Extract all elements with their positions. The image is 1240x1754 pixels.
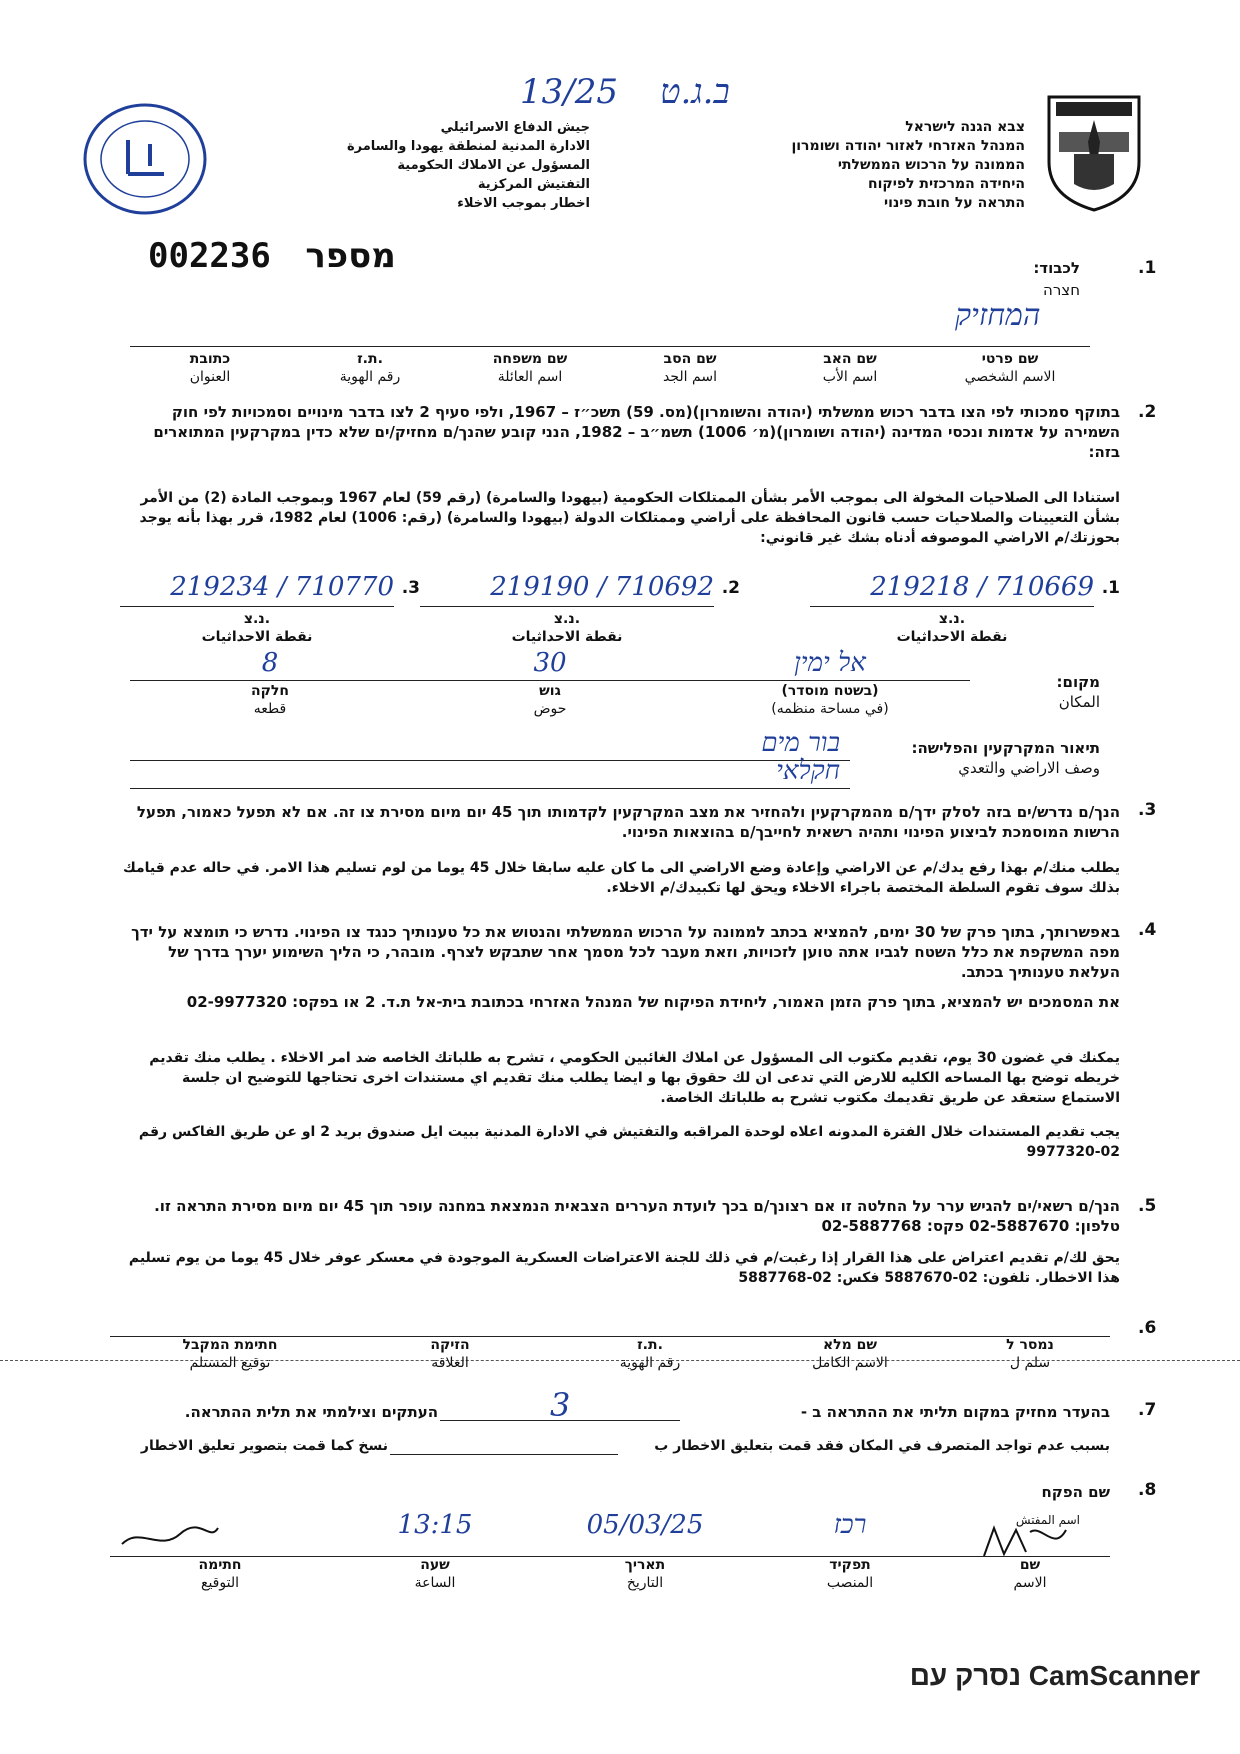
s3-text-he: הנך/ם נדרש/ים בזה לסלק ידך/ם מהמקרקעין ולהחזיר את מצב המקרקעין לקדמותו תוך 45 יום מיום מסירת צו זה. אם לא תפעל כאמור, תפעל הרשות המוסמכת לביצוע הפינוי ותהיה רשאית לחייבך/ם בהוצאות הפינוי. xyxy=(136,803,1120,841)
coord-value: 219190 / 710692 xyxy=(490,572,714,602)
coord-index: .1 xyxy=(1101,578,1120,598)
coord-value: 219218 / 710669 xyxy=(870,572,1094,602)
place-field-block xyxy=(410,648,690,717)
desc-label-ar: وصف الاراضي والتعدي xyxy=(958,759,1100,777)
header-arabic xyxy=(260,118,590,213)
coord-label-ar: نقطة الاحداثيات xyxy=(511,629,623,645)
place-label-ar: قطعه xyxy=(253,701,287,717)
col-he: חתימת המקבל xyxy=(182,1337,278,1353)
coord-value: 219234 / 710770 xyxy=(170,572,394,602)
s6-col xyxy=(550,1336,750,1372)
s4-text-he-2: את המסמכים יש להמציא, בתוך פרק הזמן האמור, ליחידת הפיקוח של המנהל האזרחי בכתובת בית-אל ת.ד. 2 או בפקס: 02-9977320 xyxy=(186,993,1120,1011)
s5-text-ar: يحق لك/م تقديم اعتراض على هذا القرار إذا رغبت/م في ذلك للجنة الاعتراضات العسكرية الموجودة في معسكر عوفر خلال 45 يوما من يوم تسليم هذا الاخطار. تلفون: 02-5887670 فكس: 02-5887768 xyxy=(128,1250,1120,1286)
serial-value: 002236 xyxy=(148,236,271,276)
col-ar: سلم ل xyxy=(1009,1355,1051,1371)
col-ar: رقم الهوية xyxy=(619,1355,681,1371)
place-label-ar: حوض xyxy=(533,701,567,717)
s8-value: 05/03/25 xyxy=(586,1510,704,1540)
col-he: ת.ז. xyxy=(637,1337,663,1353)
col-ar: اسم الجد xyxy=(663,369,717,385)
coord-index: .2 xyxy=(721,578,740,598)
col-ar: اسم العائلة xyxy=(497,369,563,385)
place-label-he: גוש xyxy=(539,683,561,699)
s1-col xyxy=(610,350,770,386)
col-ar: التاريخ xyxy=(626,1575,664,1591)
s7-text-he-b: העתקים וצילמתי את תלית ההתראה. xyxy=(184,1403,438,1421)
section-6-number: .6 xyxy=(1138,1318,1157,1338)
col-he: שעה xyxy=(420,1557,450,1573)
s8-inspector-label: اسم المفتش xyxy=(1015,1513,1080,1527)
header-he-line: הממונה על הרכוש הממשלתי xyxy=(837,157,1025,173)
handwritten-date-a: 13/25 xyxy=(520,72,618,112)
s6-col xyxy=(950,1336,1110,1372)
s1-presence-label: חצרה xyxy=(1043,281,1080,299)
coord-index: .3 xyxy=(401,578,420,598)
coord-line xyxy=(120,606,394,607)
s6-fields xyxy=(110,1336,1110,1376)
serial-number xyxy=(148,236,408,276)
s8-col xyxy=(950,1510,1110,1592)
coord-label-ar: نقطة الاحداثيات xyxy=(896,629,1008,645)
s4-text-ar-2: يجب تقديم المستندات خلال الفترة المدونه اعلاه لوحدة المراقبه والتفتيش في الادارة المدنية ببيت ايل صندوق بريد 2 او عن طريق الفاكس رقم 02-9977320 xyxy=(138,1124,1120,1160)
s8-fields xyxy=(110,1510,1110,1602)
header-he-line: צבא הגנה לישראל xyxy=(905,119,1025,135)
desc-label-he: תיאור המקרקעין והפלישה: xyxy=(911,739,1100,757)
col-he: שם פרטי xyxy=(981,351,1039,367)
s7-text-he-a: בהעדר מחזיק במקום תליתי את ההתראה ב - xyxy=(800,1403,1110,1421)
header-ar-line: الادارة المدنية لمنطقة يهودا والسامرة xyxy=(346,139,590,154)
unit-stamp xyxy=(80,100,210,218)
place-label-he: חלקה xyxy=(250,683,289,699)
place-value: 8 xyxy=(261,648,279,678)
place-label-ar: (في مساحة منظمه) xyxy=(771,701,889,717)
place-line xyxy=(690,680,970,681)
col-he: שם הסב xyxy=(663,351,717,367)
col-ar: العلاقة xyxy=(431,1355,469,1371)
col-ar: الاسم xyxy=(1013,1575,1047,1591)
section-4-number: .4 xyxy=(1138,920,1157,940)
s1-col xyxy=(930,350,1090,386)
col-ar: العنوان xyxy=(189,369,231,385)
s7-text-ar-b: نسخ كما قمت بتصوير تعليق الاخطار xyxy=(140,1438,388,1454)
coord-label-he: נ.צ. xyxy=(938,611,966,627)
handwritten-date-b: ב.ג.ט xyxy=(660,72,730,112)
camscanner-watermark: נסרק עם CamScanner xyxy=(909,1660,1200,1691)
col-he: כתובת xyxy=(189,351,231,367)
place-label-ar: المكان xyxy=(1058,693,1100,711)
s8-value xyxy=(950,1510,1110,1556)
s4-text-ar-1: يمكنك في غضون 30 يوم، تقديم مكتوب الى المسؤول عن املاك الغائبين الحكومي ، تشرح به طلباتك الخاصه ضد امر الاخلاء . يطلب منك تقديم خريطه توضح بها المساحه الكليه للارض التي تدعى ان لك حقوق بها و ايضا يطلب منك تقديم اي مستندات اخرى تحتاجها للتوضيح ان جلسة الاستماع ستعقد عن طريق تقديمك مكتوب تشرح به طلباتك الخاصة. xyxy=(149,1050,1120,1106)
s8-label: שם הפקח xyxy=(1041,1483,1110,1501)
section-5-number: .5 xyxy=(1138,1196,1157,1216)
coord-label-he: נ.צ. xyxy=(243,611,271,627)
col-he: שם מלא xyxy=(822,1337,878,1353)
s8-col xyxy=(540,1510,750,1592)
s1-fields xyxy=(130,350,1090,394)
col-ar: المنصب xyxy=(826,1575,874,1591)
s2-place-fields xyxy=(130,648,970,720)
coord-line xyxy=(810,606,1094,607)
s7-ar-line xyxy=(390,1454,618,1455)
s5-text-he: הנך/ם רשאי/ים להגיש ערר על החלטה זו אם רצונך/ם בכך לועדת העררים הצבאית הנמצאת במחנה עופר תוך 45 יום מיום מסירת התראה זו. טלפון: 02-5887670 פקס: 02-5887768 xyxy=(154,1197,1120,1235)
section-1-number: .1 xyxy=(1138,258,1157,278)
section-2-number: .2 xyxy=(1138,402,1157,422)
s2-desc-line-1: בור מים xyxy=(761,728,840,758)
s1-to-label: לכבוד: xyxy=(1033,259,1080,277)
place-line xyxy=(130,680,410,681)
s8-col xyxy=(750,1510,950,1592)
place-field-parcel xyxy=(130,648,410,717)
s2-text-he: בתוקף סמכותי לפי הצו בדבר רכוש ממשלתי (יהודה והשומרון)(מס. 59) תשכ״ז – 1967, ולפי סעיף 2 לצו בדבר מינויים וסמכויות לפי חוק השמירה על אדמות ונכסי המדינה (יהודה ושומרון)(מ׳ 1006) תשמ״ב – 1982, הנני קובע שהנך/ם מחזיק/ים שלא כדין במקרקעין המתוארים בזה: xyxy=(153,403,1120,461)
col-he: תפקיד xyxy=(829,1557,871,1573)
header-ar-line: التفتيش المركزية xyxy=(477,177,590,192)
s1-col xyxy=(130,350,290,386)
col-he: שם האב xyxy=(823,351,877,367)
col-ar: اسم الأب xyxy=(822,369,878,385)
place-value: אל ימין xyxy=(794,648,866,678)
s6-col xyxy=(350,1336,550,1372)
place-value: 30 xyxy=(533,648,567,678)
s6-col xyxy=(750,1336,950,1372)
s1-col xyxy=(450,350,610,386)
header-he-line: המנהל האזרחי לאזור יהודה ושומרון xyxy=(791,138,1025,154)
s2-desc-underline-2 xyxy=(130,788,850,789)
col-ar: التوقيع xyxy=(201,1575,239,1591)
s3-text-ar: يطلب منك/م بهذا رفع يدك/م عن الاراضي وإعادة وضع الاراضي الى ما كان عليه سابقا خلال 45 يوما من لوم تسليم هذا الامر. في حاله عدم قيامك بذلك سوف تقوم السلطة المختصة باجراء الاخلاء ويحق لها تكبيدك/م الاخلاء. xyxy=(122,860,1120,896)
s8-col xyxy=(110,1510,330,1592)
s8-value xyxy=(110,1510,330,1556)
place-label-he: מקום: xyxy=(1056,673,1100,691)
s8-value: רכז xyxy=(833,1510,867,1540)
col-he: ת.ז. xyxy=(357,351,383,367)
col-he: שם xyxy=(1019,1557,1041,1573)
s7-text-ar-a: بسبب عدم تواجد المتصرف في المكان فقد قمت بتعليق الاخطار ب xyxy=(654,1438,1110,1454)
header-ar-line: المسؤول عن الاملاك الحكومية xyxy=(397,158,590,173)
place-label-he: (בשטח מוסדר) xyxy=(781,683,879,699)
col-he: הזיקה xyxy=(430,1337,470,1353)
place-line xyxy=(410,680,690,681)
section-7-number: .7 xyxy=(1138,1400,1157,1420)
col-he: שם משפחה xyxy=(492,351,568,367)
header-he-line: היחידה המרכזית לפיקוח xyxy=(867,176,1025,192)
s2-coordinates xyxy=(120,572,1120,648)
s4-text-he-1: באפשרותך, בתוך פרק של 30 ימים, להמציא בכתב לממונה על הרכוש הממשלתי והנטוש את כל טענותיך כנגד צו הפינוי. נדרש כי תומצא על ידך מפה המשקפת את כלל השטח לגביו אתה טוען לזכויות, וזאת מעבר לכל מסמך אחר שתבקש לצרף. מובהר, כי הליך השימוע יערך בדרך של העלאת טענותיך בכתב. xyxy=(131,923,1120,981)
serial-label: מספר xyxy=(305,236,396,276)
header-hebrew xyxy=(650,118,1025,213)
col-he: נמסר ל xyxy=(1006,1337,1054,1353)
s1-name-line xyxy=(130,346,1090,347)
header-ar-line: جيش الدفاع الاسرائيلي xyxy=(440,120,590,135)
s1-handwritten-name: המחזיק xyxy=(955,298,1041,333)
header-he-line: התראה על חובת פינוי xyxy=(884,195,1025,211)
coord-label-ar: نقطة الاحداثيات xyxy=(201,629,313,645)
s2-place-label xyxy=(990,672,1100,712)
coord-label-he: נ.צ. xyxy=(553,611,581,627)
section-3-number: .3 xyxy=(1138,800,1157,820)
col-ar: توقيع المستلم xyxy=(189,1355,271,1371)
s1-col xyxy=(770,350,930,386)
header-ar-line: اخطار بموجب الاخلاء xyxy=(457,196,590,211)
section-8-number: .8 xyxy=(1138,1480,1157,1500)
col-ar: رقم الهوية xyxy=(339,369,401,385)
coord-line xyxy=(420,606,714,607)
col-he: תאריך xyxy=(624,1557,666,1573)
s7-count-line xyxy=(440,1420,680,1421)
s2-description-label xyxy=(850,738,1100,778)
idf-emblem xyxy=(1044,92,1144,212)
col-ar: الاسم الشخصي xyxy=(964,369,1056,385)
s2-text-ar: استنادا الى الصلاحيات المخولة الى بموجب الأمر بشأن الممتلكات الحكومية (بيهودا والسامرة) (رقم 59) لعام 1967 وبموجب المادة (2) من الأمر بشأن التعيينات والصلاحيات حسب قانون المحافظة على أراضي وممتلكات الدولة (بيهودا والسامرة) (رقم: 1006) لعام 1982، قرر بهذا بأنه يوجد بحوزتك/م الاراضي الموصوفه أدناه بشك غير قانوني: xyxy=(139,490,1120,546)
s8-col xyxy=(330,1510,540,1592)
col-ar: الاسم الكامل xyxy=(812,1355,888,1371)
s1-col xyxy=(290,350,450,386)
s6-col xyxy=(110,1336,350,1372)
col-ar: الساعة xyxy=(414,1575,456,1591)
s2-desc-line-2: חקלאי xyxy=(776,756,840,786)
s7-count: 3 xyxy=(550,1386,571,1424)
col-he: חתימה xyxy=(198,1557,242,1573)
s8-value: 13:15 xyxy=(397,1510,473,1540)
place-field-area xyxy=(690,648,970,717)
